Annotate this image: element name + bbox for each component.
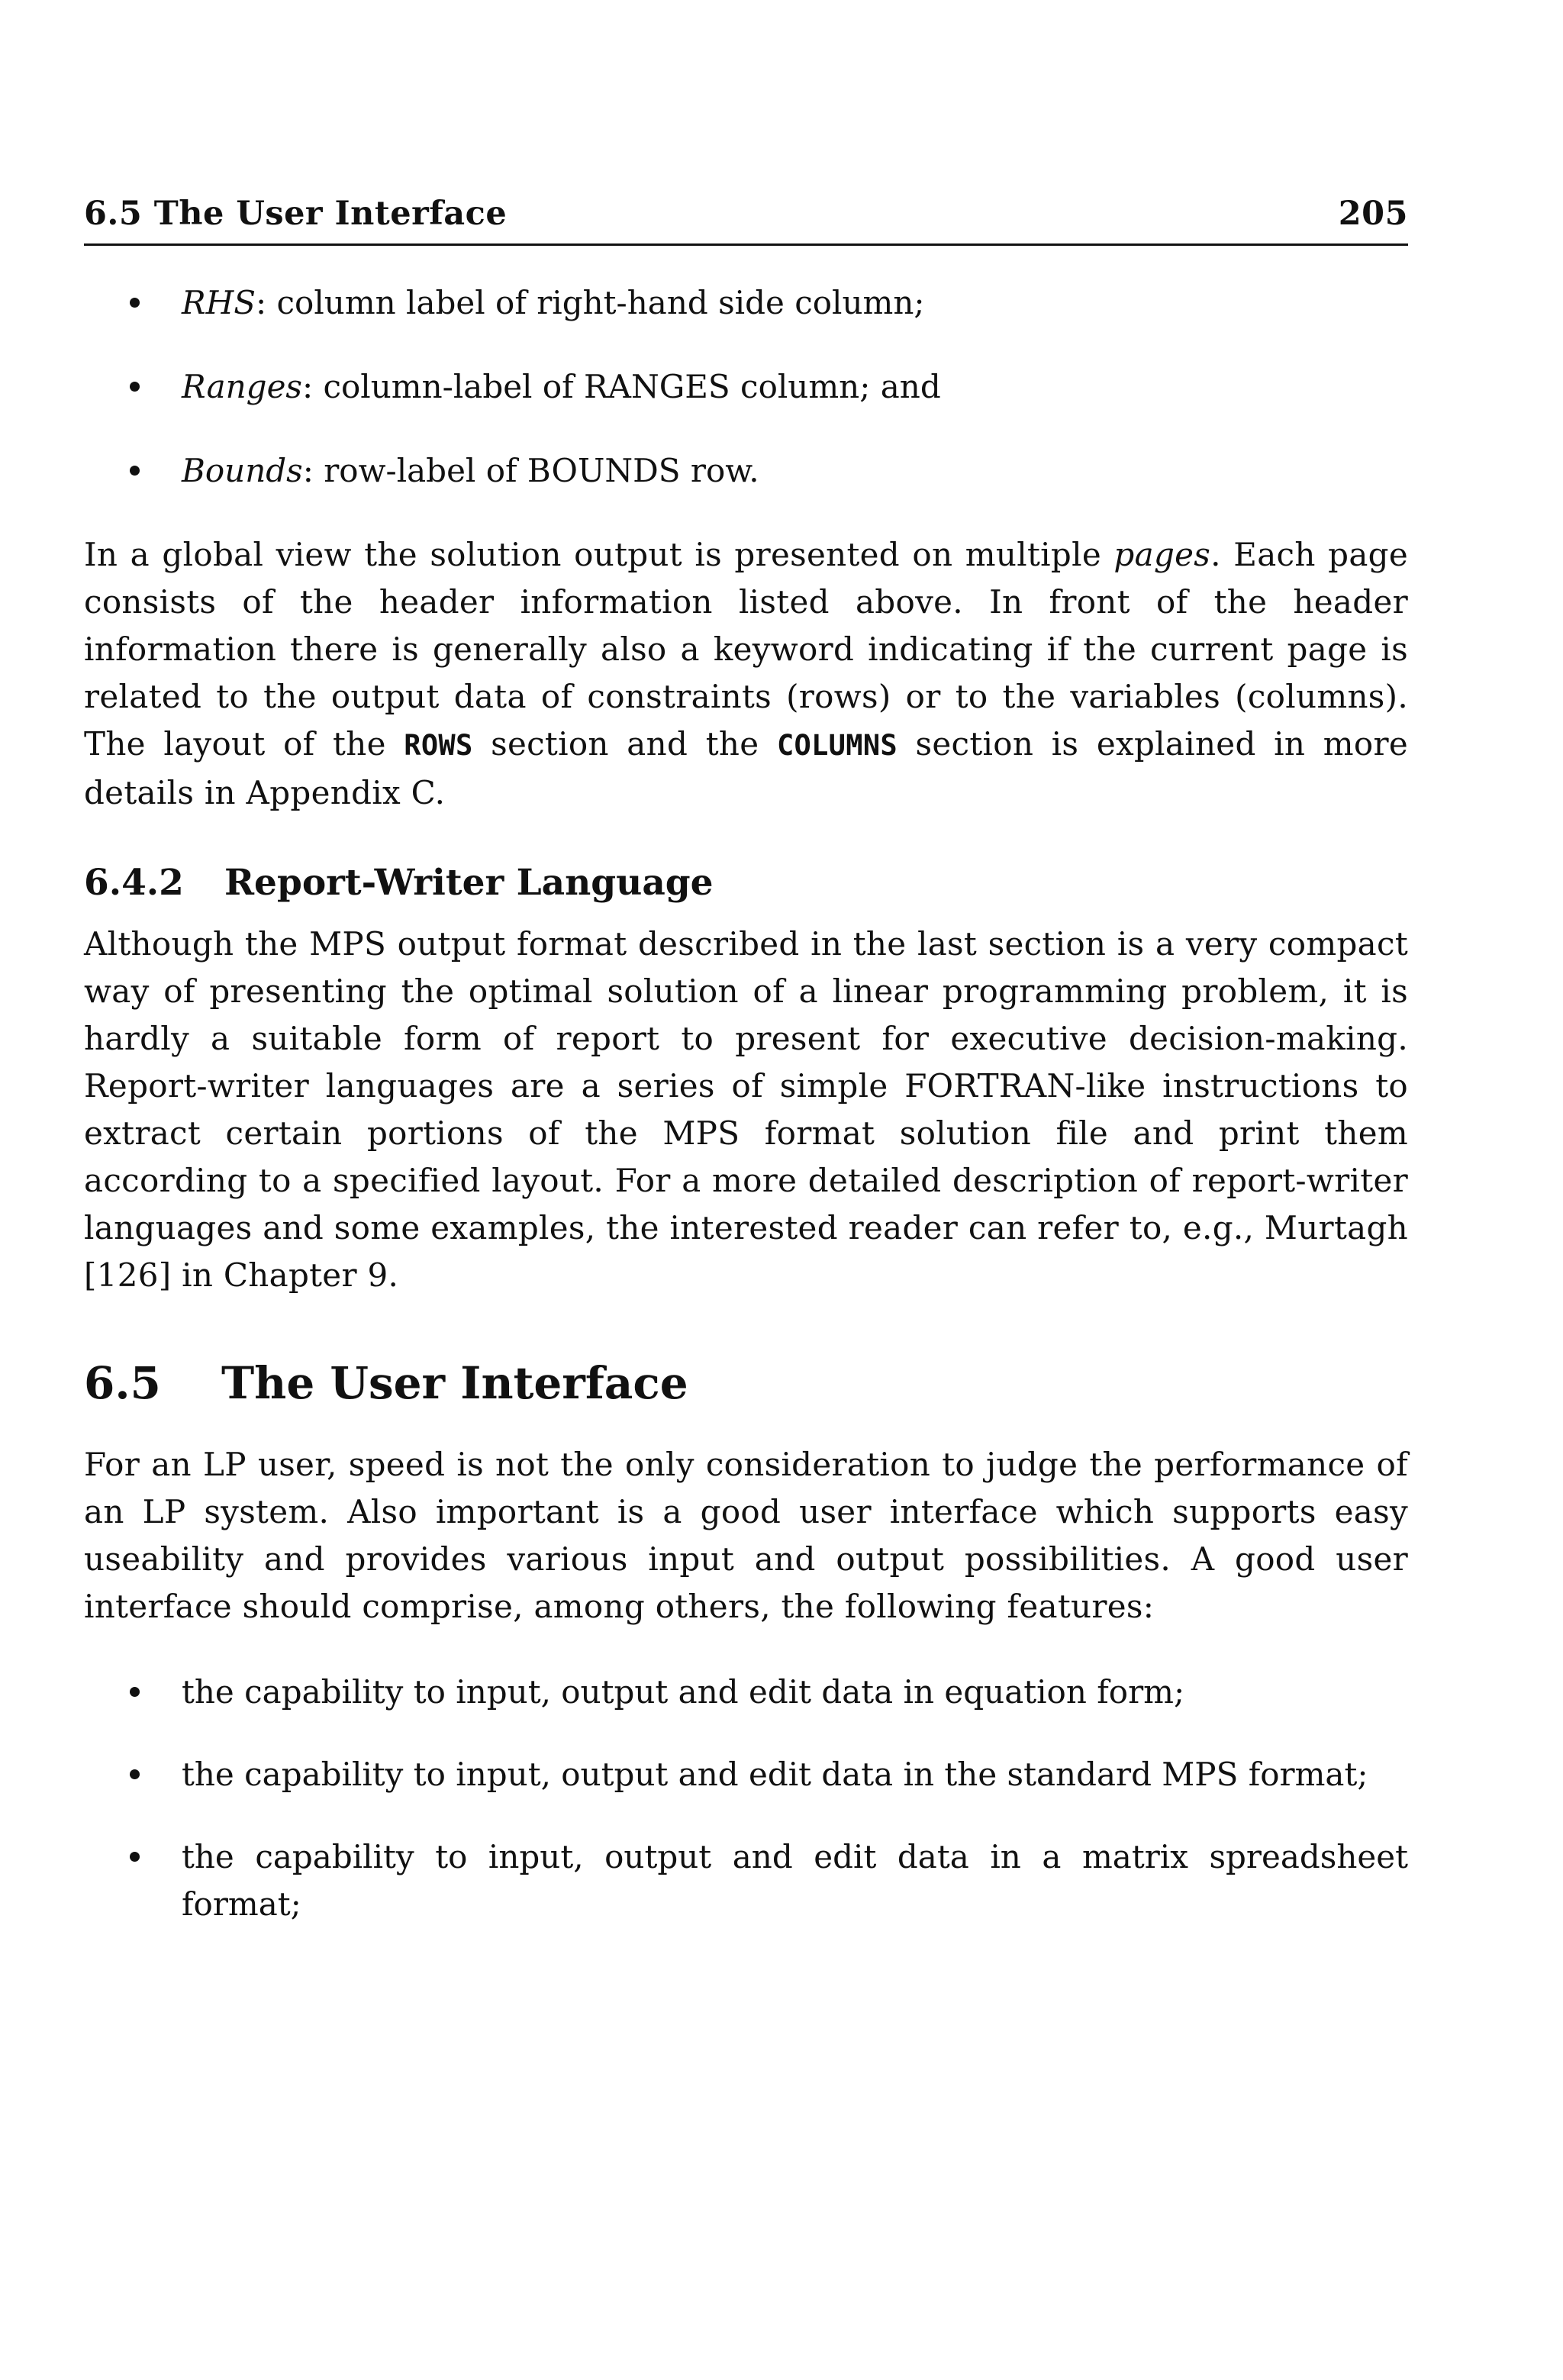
paragraph-report-writer: Although the MPS output format described in the last section is a very compact way of presenting the optimal solution of a linear programming problem, it is hardly a suitable form of report to present for executive decision-making. Report-writer languages are a series of simple FORTRAN-like instructions to extract certain portions of the MPS format solution file and print them according to a specified layout. For a more detailed description of report-writer languages and some examples, the interested reader can refer to, e.g., Murtagh [126] in Chapter 9. <box>84 925 1408 1294</box>
paragraph-user-interface: For an LP user, speed is not the only consideration to judge the performance of an LP system. Also important is a good user interface which supports easy useability and provides various input and output possibilities. A good user interface should comprise, among others, the following features: <box>84 1446 1408 1625</box>
list-item-term: Ranges <box>182 368 302 405</box>
list-item-term: Bounds <box>182 452 303 489</box>
bullet-icon <box>130 382 140 392</box>
bullet-icon <box>130 1852 140 1862</box>
bullet-icon <box>130 466 140 476</box>
list-item-text: : column label of right-hand side column; <box>256 284 925 321</box>
paragraph-text: In a global view the solution output is presented on multiple <box>84 536 1114 573</box>
subsection-title: Report-Writer Language <box>224 862 714 904</box>
list-item-text: the capability to input, output and edit data in a matrix spreadsheet format; <box>182 1838 1408 1923</box>
paragraph-text: section and the <box>472 725 777 763</box>
list-item-text: : row-label of BOUNDS row. <box>302 452 759 489</box>
header-fields-list <box>84 279 1408 495</box>
book-page <box>84 195 1408 1963</box>
section-heading <box>84 1353 1408 1414</box>
list-item-text: the capability to input, output and edit data in the standard MPS format; <box>182 1756 1368 1793</box>
section-number: 6.5 <box>84 1357 161 1409</box>
features-list <box>84 1669 1408 1928</box>
code-keyword-rows: ROWS <box>404 729 473 762</box>
bullet-icon <box>130 1769 140 1779</box>
running-header-title: 6.5 The User Interface <box>84 195 508 233</box>
list-item-text: : column-label of RANGES column; and <box>301 368 941 405</box>
running-header <box>84 195 1408 246</box>
list-item-bounds <box>84 447 1408 495</box>
page-number: 205 <box>1338 195 1408 233</box>
paragraph-solution-output <box>84 531 1408 817</box>
section-title: The User Interface <box>221 1357 688 1409</box>
list-item-feature <box>84 1751 1408 1798</box>
subsection-heading <box>84 859 1408 907</box>
code-keyword-columns: COLUMNS <box>776 729 898 762</box>
paragraph-text: section is explained in more details in Appendix C. <box>84 725 1409 811</box>
list-item-ranges <box>84 363 1408 411</box>
list-item-term: RHS <box>182 284 256 321</box>
paragraph-emphasis: pages <box>1113 536 1211 573</box>
subsection-number: 6.4.2 <box>84 862 184 904</box>
list-item-feature <box>84 1669 1408 1716</box>
paragraph-text: . Each page consists of the header information listed above. In front of the header information there is generally also a keyword indicating if the current page is related to the output data of constraints (rows) or to the variables (columns). The layout of the <box>84 536 1409 763</box>
list-item-feature <box>84 1833 1408 1928</box>
list-item-text: the capability to input, output and edit data in equation form; <box>182 1673 1185 1711</box>
list-item-rhs <box>84 279 1408 327</box>
bullet-icon <box>130 298 140 308</box>
bullet-icon <box>130 1687 140 1697</box>
